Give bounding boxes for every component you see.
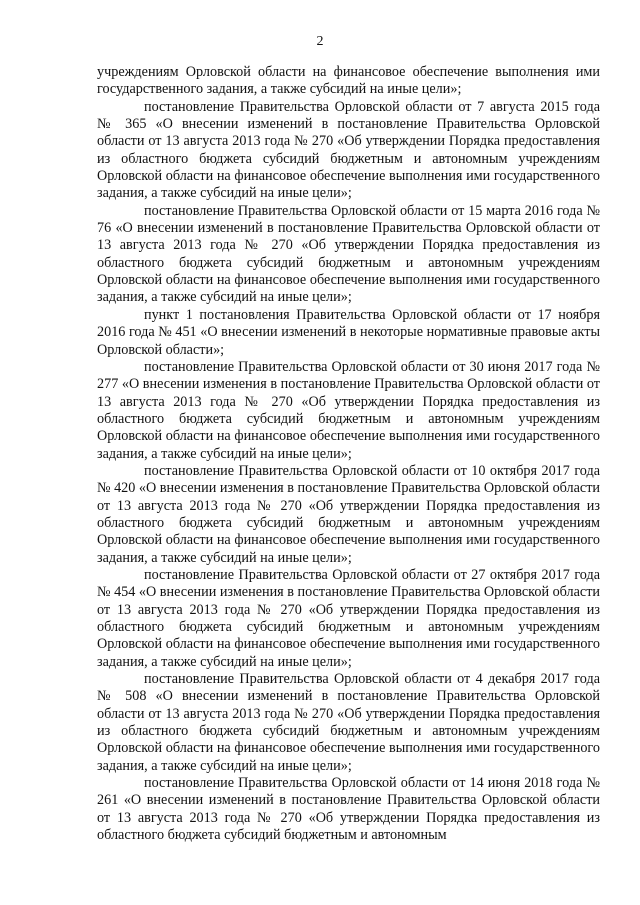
paragraph-continuation: учреждениям Орловской области на финансовое обеспечение выполнения ими государственного задания, а также субсидий на иные цели»; (97, 64, 600, 98)
document-body (97, 64, 600, 844)
paragraph-decree-420: постановление Правительства Орловской области от 10 октября 2017 года № 420 «О внесении изменения в постановление Правительства Орловской области от 13 августа 2013 года № 270 «Об утверждении Порядка предоставления из областного бюджета субсидий бюджетным и автономным учреждениям Орловской области на финансовое обеспечение выполнения ими государственного задания, а также субсидий на иные цели»; (97, 462, 601, 566)
page-number: 2 (316, 34, 324, 49)
paragraph-decree-454: постановление Правительства Орловской области от 27 октября 2017 года № 454 «О внесении изменения в постановление Правительства Орловской области от 13 августа 2013 года № 270 «Об утверждении Порядка предоставления из областного бюджета субсидий бюджетным и автономным учреждениям Орловской области на финансовое обеспечение выполнения ими государственного задания, а также субсидий на иные цели»; (97, 566, 601, 670)
paragraph-decree-261: постановление Правительства Орловской области от 14 июня 2018 года № 261 «О внесении изменений в постановление Правительства Орловской области от 13 августа 2013 года № 270 «Об утверждении Порядка предоставления из областного бюджета субсидий бюджетным и автономным (97, 775, 600, 844)
paragraph-decree-277: постановление Правительства Орловской области от 30 июня 2017 года № 277 «О внесении изменения в постановление Правительства Орловской области от 13 августа 2013 года № 270 «Об утверждении Порядка предоставления из областного бюджета субсидий бюджетным и автономным учреждениям Орловской области на финансовое обеспечение выполнения ими государственного задания, а также субсидий на иные цели»; (97, 358, 600, 462)
paragraph-decree-508: постановление Правительства Орловской области от 4 декабря 2017 года № 508 «О внесении изменений в постановление Правительства Орловской области от 13 августа 2013 года № 270 «Об утверждении Порядка предоставления из областного бюджета субсидий бюджетным и автономным учреждениям Орловской области на финансовое обеспечение выполнения ими государственного задания, а также субсидий на иные цели»; (97, 671, 600, 774)
paragraph-decree-76: постановление Правительства Орловской области от 15 марта 2016 года № 76 «О внесении изменений в постановление Правительства Орловской области от 13 августа 2013 года № 270 «Об утверждении Порядка предоставления из областного бюджета субсидий бюджетным и автономным учреждениям Орловской области на финансовое обеспечение выполнения ими государственного задания, а также субсидий на иные цели»; (97, 202, 600, 306)
paragraph-decree-451: пункт 1 постановления Правительства Орловской области от 17 ноября 2016 года № 451 «О внесении изменений в некоторые нормативные правовые акты Орловской области»; (97, 306, 600, 358)
paragraph-decree-365: постановление Правительства Орловской области от 7 августа 2015 года № 365 «О внесении изменений в постановление Правительства Орловской области от 13 августа 2013 года № 270 «Об утверждении Порядка предоставления из областного бюджета субсидий бюджетным и автономным учреждениям Орловской области на финансовое обеспечение выполнения ими государственного задания, а также субсидий на иные цели»; (97, 98, 600, 202)
